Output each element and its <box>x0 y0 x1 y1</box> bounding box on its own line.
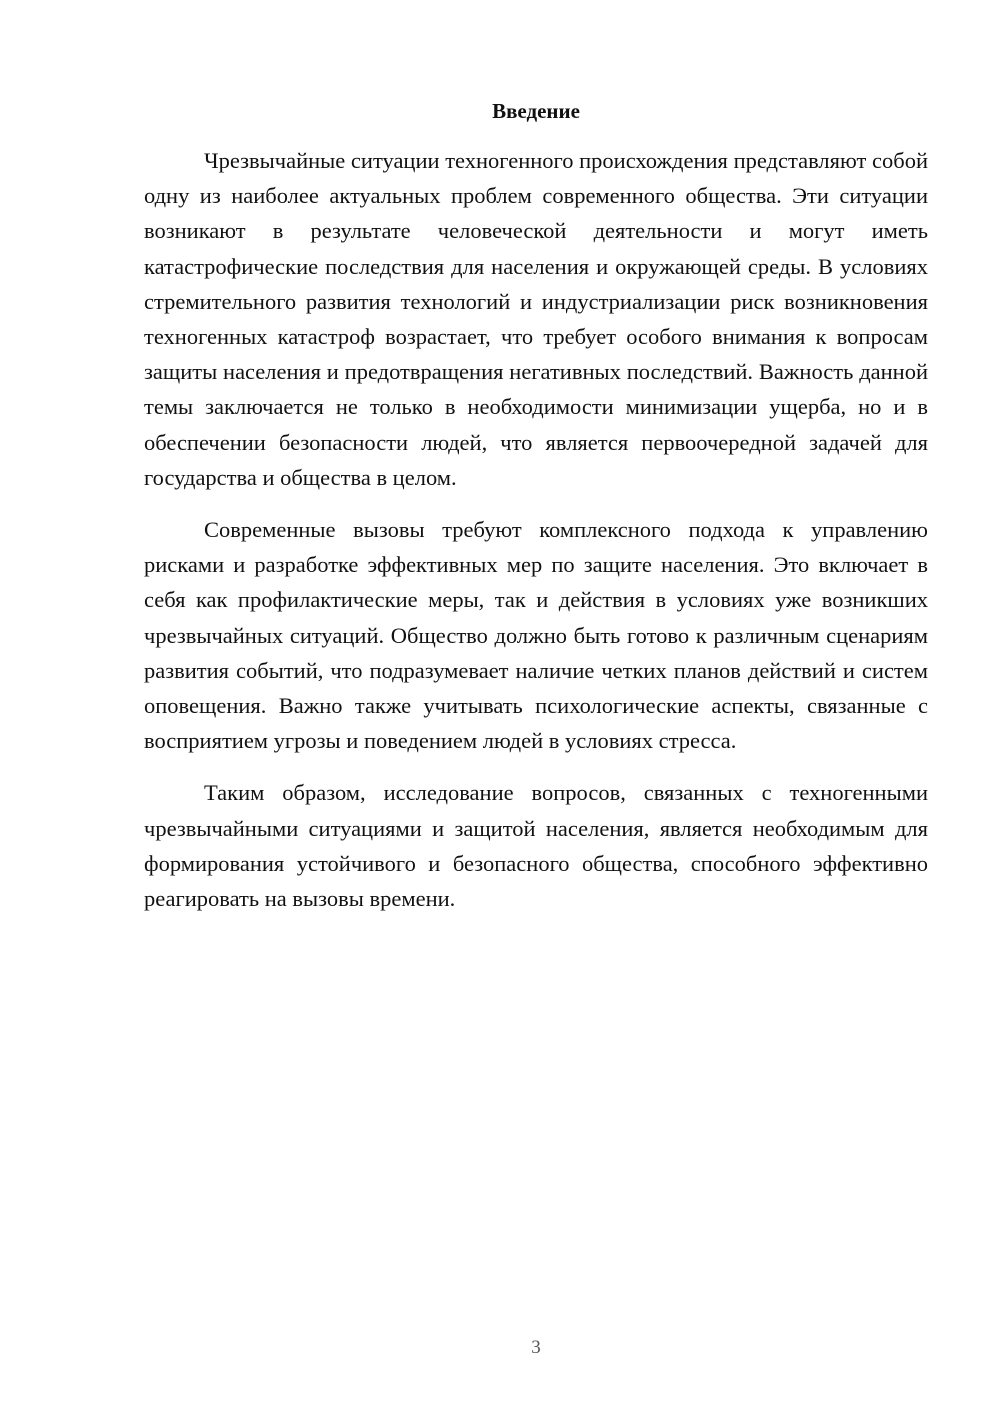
page-number: 3 <box>531 1337 541 1358</box>
paragraph-3: Таким образом, исследование вопросов, связанных с техногенными чрезвычайными ситуациями и защитой населения, является необходимым для формирования устойчивого и безопасного общества, способного эффективно реагировать на вызовы времени. <box>144 780 928 912</box>
paragraph-2: Современные вызовы требуют комплексного подхода к управлению рисками и разработке эффективных мер по защите населения. Это включает в себя как профилактические меры, так и действия в условиях уже возникших чрезвычайных ситуаций. Общество должно быть готово к различным сценариям развития событий, что подразумевает наличие четких планов действий и систем оповещения. Важно также учитывать психологические аспекты, связанные с восприятием угрозы и поведением людей в условиях стресса. <box>144 517 928 754</box>
section-heading: Введение <box>492 99 580 123</box>
paragraph-1: Чрезвычайные ситуации техногенного происхождения представляют собой одну из наиболее актуальных проблем современного общества. Эти ситуации возникают в результате человеческой деятельности и могут иметь катастрофические последствия для населения и окружающей среды. В условиях стремительного развития технологий и индустриализации риск возникновения техногенных катастроф возрастает, что требует особого внимания к вопросам защиты населения и предотвращения негативных последствий. Важность данной темы заключается не только в необходимости минимизации ущерба, но и в обеспечении безопасности людей, что является первоочередной задачей для государства и общества в целом. <box>144 148 928 490</box>
document-body <box>144 143 928 916</box>
